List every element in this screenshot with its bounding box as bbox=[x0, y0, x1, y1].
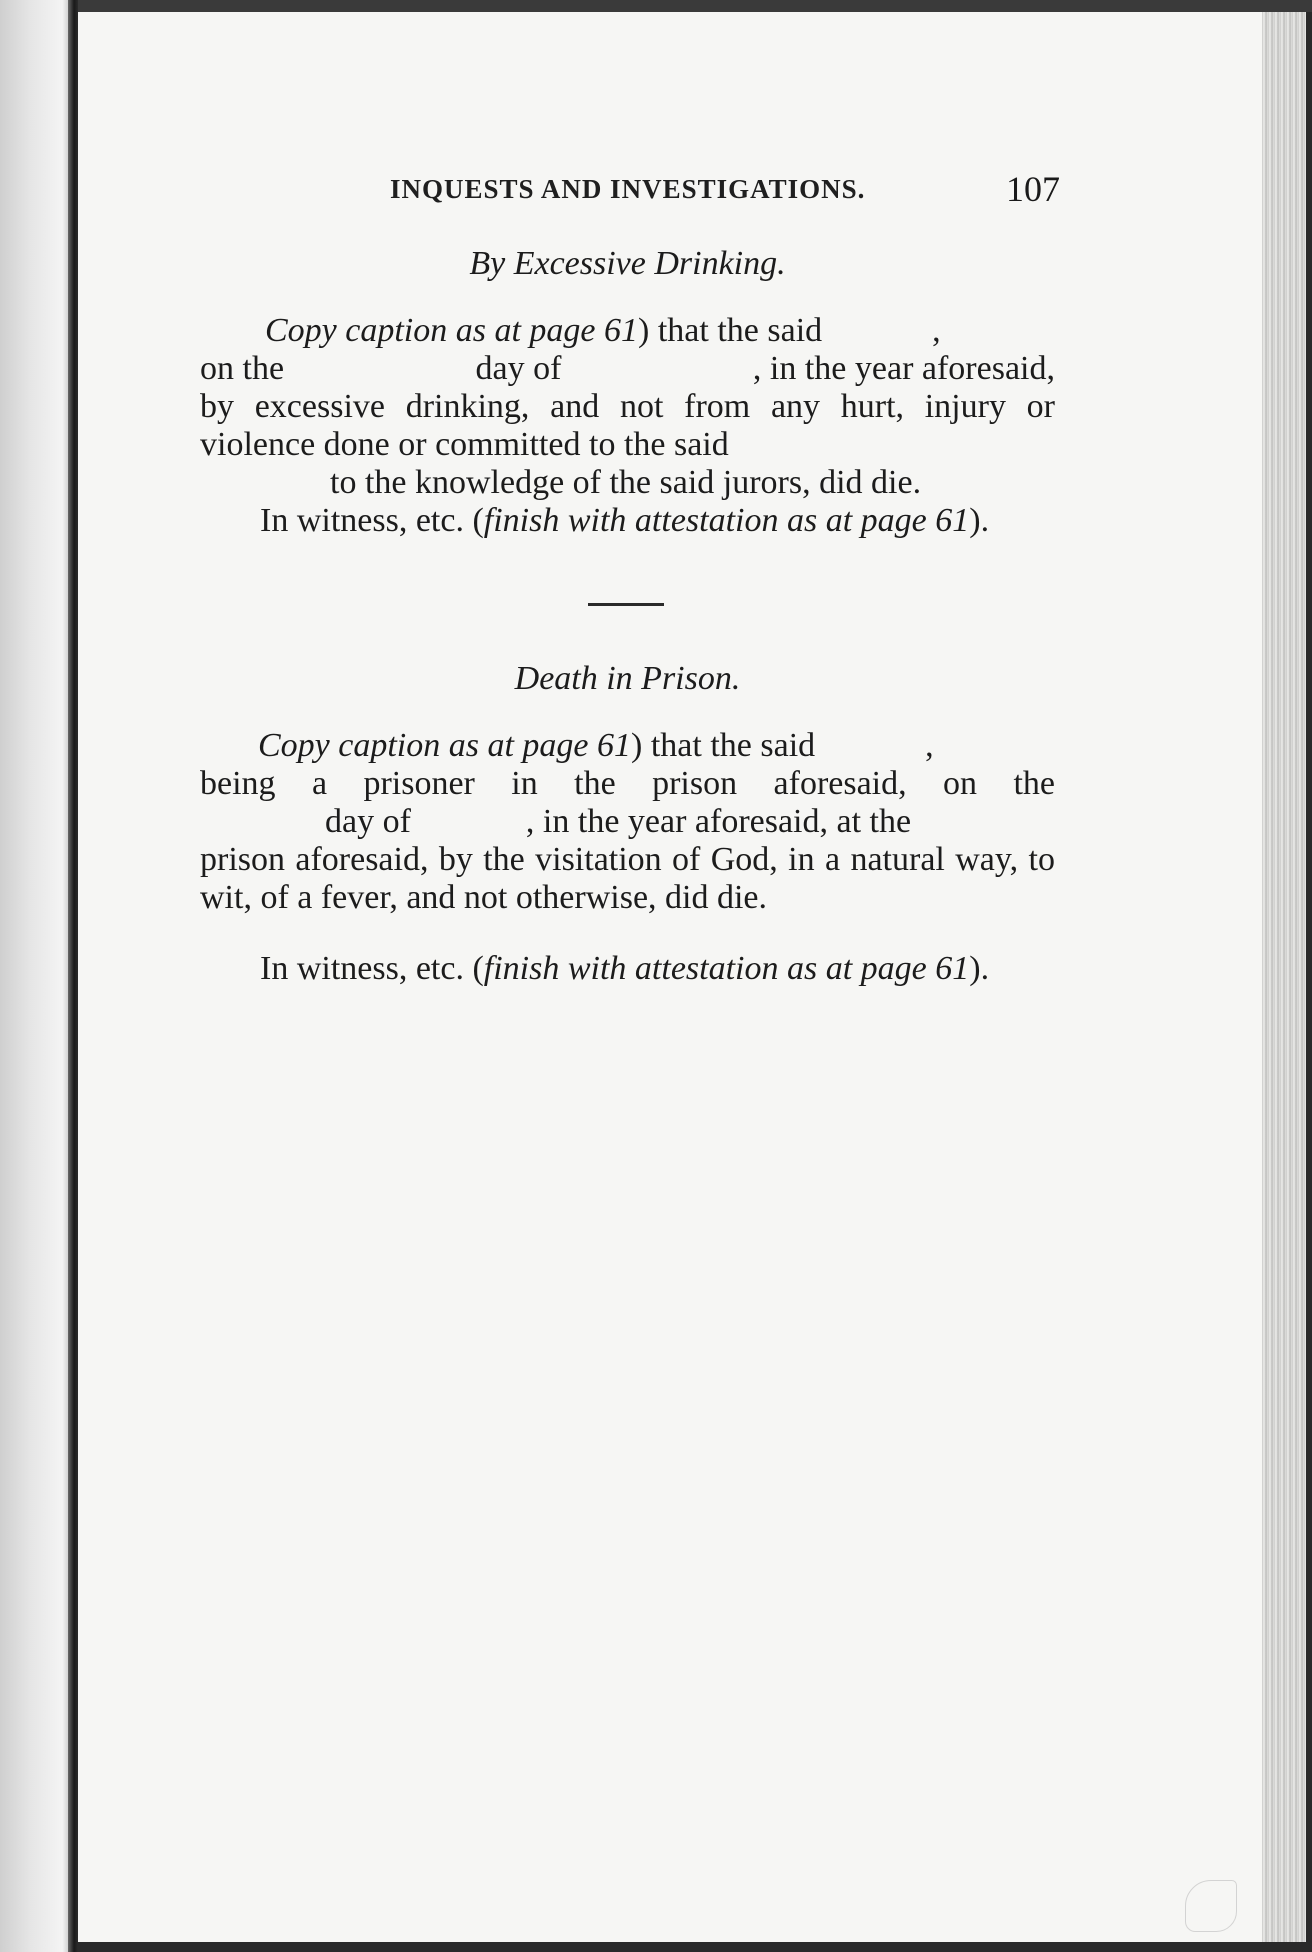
section1-paragraph1 bbox=[200, 312, 1055, 502]
text-fragment: ) that the said bbox=[631, 727, 816, 764]
section-heading-excessive-drinking: By Excessive Drinking. bbox=[469, 245, 786, 282]
page-edges-right bbox=[1262, 12, 1306, 1942]
attestation-reference: finish with attestation as at page 61 bbox=[483, 502, 970, 539]
section2-paragraph2 bbox=[200, 950, 1055, 988]
text-fragment: In witness, etc. ( bbox=[260, 950, 484, 987]
text-fragment: In witness, etc. ( bbox=[260, 502, 484, 539]
section1-paragraph2 bbox=[200, 502, 1055, 540]
text-fragment: by excessive drinking, and not from any hurt, injury or violence done or committed to the said bbox=[200, 388, 1055, 463]
library-stamp-mark bbox=[1185, 1880, 1237, 1932]
text-fragment: to the knowledge of the said jurors, did die. bbox=[330, 464, 922, 501]
text-fragment: day of bbox=[325, 803, 411, 840]
text-fragment: , in the year aforesaid, bbox=[752, 350, 1055, 387]
text-fragment: ). bbox=[969, 950, 990, 987]
text-fragment: , bbox=[932, 312, 941, 349]
section-divider bbox=[588, 603, 664, 606]
text-fragment: , in the year aforesaid, at the bbox=[525, 803, 912, 840]
section2-paragraph1 bbox=[200, 727, 1055, 917]
text-fragment: being a prisoner in the prison aforesaid, on the bbox=[200, 765, 1055, 802]
scan-top-band bbox=[0, 0, 1312, 12]
text-fragment: ) that the said bbox=[638, 312, 823, 349]
section-heading-death-in-prison: Death in Prison. bbox=[514, 660, 741, 697]
text-fragment: prison aforesaid, by the visitation of God, in a natural way, to wit, of a fever, and not otherwise, did die. bbox=[200, 841, 1055, 916]
caption-reference: Copy caption as at page 61 bbox=[265, 312, 639, 349]
text-fragment: ). bbox=[969, 502, 990, 539]
page-number: 107 bbox=[1006, 169, 1060, 209]
book-spine-left bbox=[0, 0, 78, 1952]
binding-crease bbox=[68, 0, 78, 1952]
text-fragment: day of bbox=[475, 350, 562, 387]
page-header bbox=[390, 168, 1060, 218]
attestation-reference: finish with attestation as at page 61 bbox=[483, 950, 970, 987]
text-fragment: , bbox=[925, 727, 934, 764]
running-head: INQUESTS AND INVESTIGATIONS. bbox=[390, 174, 866, 204]
caption-reference: Copy caption as at page 61 bbox=[258, 727, 632, 764]
text-fragment: on the bbox=[200, 350, 285, 387]
